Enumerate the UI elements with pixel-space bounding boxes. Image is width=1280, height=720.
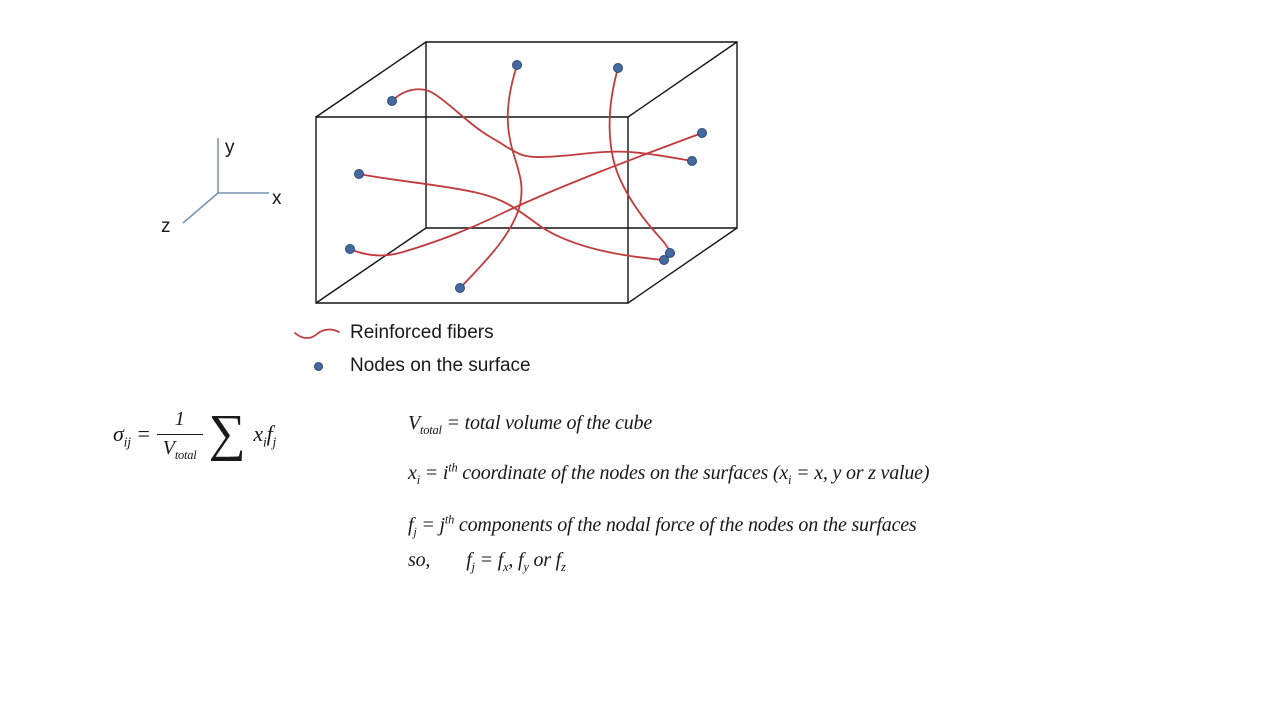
surface-node [660,256,669,265]
y-axis-label: y [225,137,235,158]
summation-symbol: ∑ [208,404,246,462]
fiber-legend-marker [292,324,344,342]
formula-fraction [157,408,203,460]
fiber-path [392,89,692,161]
legend-item-fibers [292,320,531,346]
legend-label-nodes: Nodes on the surface [350,355,531,376]
reinforced-fibers [350,65,702,288]
fraction-denominator: $V_{total}$ [157,434,203,460]
legend [292,320,531,386]
surface-node [688,157,697,166]
fiber-squiggle-icon [292,324,344,342]
legend-label-fibers: Reinforced fibers [350,322,494,343]
fraction-numerator: 1 [174,408,185,430]
cube-wireframe [316,42,737,303]
cube-depth-edges [316,42,737,303]
fiber-path [359,174,664,260]
node-legend-marker [292,362,344,371]
definition-vtotal: $V_{total}$ = total volume of the cube [408,412,653,437]
coordinate-axes [161,137,282,237]
surface-node [388,97,397,106]
legend-item-nodes [292,353,531,379]
surface-node [355,170,364,179]
definition-fj: $f_j = j^{th}$ components of the nodal force of the nodes on the surfaces [408,512,917,539]
fiber-path [460,65,522,288]
z-axis-line [183,193,218,223]
z-axis-label: z [161,216,171,237]
definition-xi: $x_i = i^{th}$ coordinate of the nodes on the surfaces ($x_i = x$, y or z value) [408,460,930,487]
definition-fj-components: so, $f_j = f_x$, $f_y$ or $f_z$ [408,549,566,574]
surface-node [456,284,465,293]
node-dot-icon [314,362,323,371]
cube-back-face [426,42,737,228]
x-axis-label: x [272,188,282,209]
formula-lhs: $\sigma_{ij}$ = [113,421,151,450]
surface-node [513,61,522,70]
surface-node [614,64,623,73]
stress-formula [113,404,277,462]
surface-node [346,245,355,254]
fiber-path [350,133,702,256]
surface-node [698,129,707,138]
fiber-path [610,68,670,253]
formula-terms: $x_if_j$ [253,421,277,450]
definitions [408,410,929,574]
